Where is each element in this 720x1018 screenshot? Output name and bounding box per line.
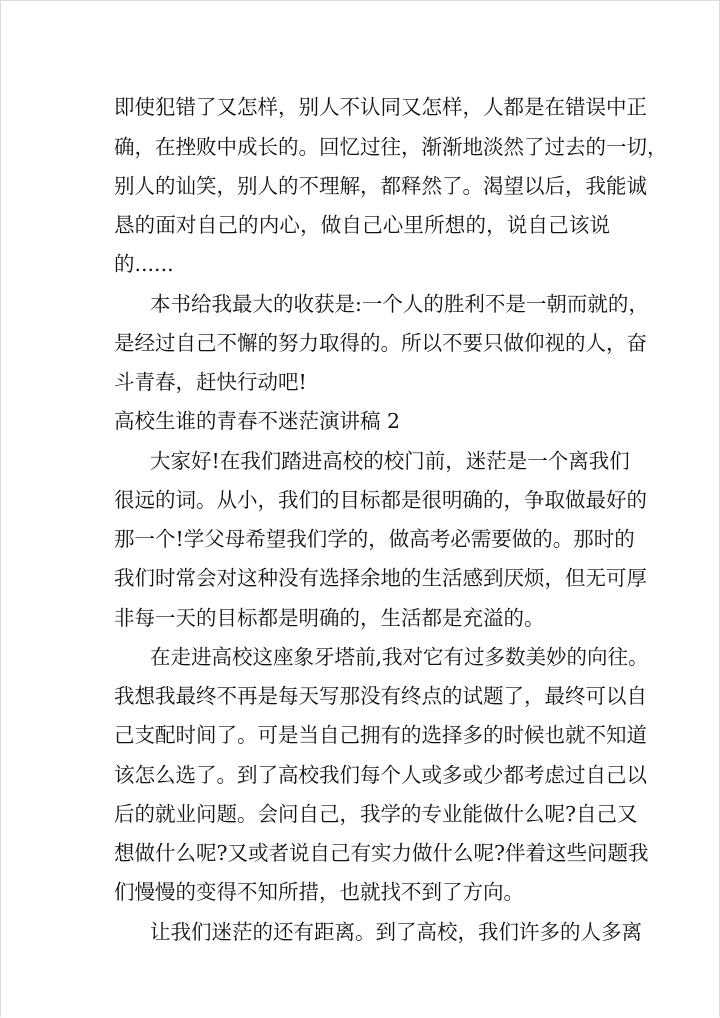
text-line: 即使犯错了又怎样，别人不认同又怎样，人都是在错误中正	[114, 95, 647, 119]
text-line: 的......	[114, 252, 174, 276]
text-line: 想做什么呢?又或者说自己有实力做什么呢?伴着这些问题我	[114, 841, 649, 865]
text-line: 很远的词。从小，我们的目标都是很明确的，争取做最好的	[114, 488, 647, 512]
text-line: 们慢慢的变得不知所措，也就找不到了方向。	[114, 880, 524, 904]
text-line: 非每一天的目标都是明确的，生活都是充溢的。	[114, 606, 545, 630]
text-line: 是经过自己不懈的努力取得的。所以不要只做仰视的人，奋	[114, 331, 647, 355]
text-line: 后的就业问题。会问自己，我学的专业能做什么呢?自己又	[114, 802, 638, 826]
text-line: 己支配时间了。可是当自己拥有的选择多的时候也就不知道	[114, 723, 647, 747]
text-line: 确，在挫败中成长的。回忆过往，渐渐地淡然了过去的一切，	[114, 135, 668, 159]
text-line: 我想我最终不再是每天写那没有终点的试题了，最终可以自	[114, 684, 647, 708]
text-line: 让我们迷茫的还有距离。到了高校，我们许多的人多离	[150, 920, 642, 944]
text-line: 本书给我最大的收获是:一个人的胜利不是一朝而就的，	[150, 292, 649, 316]
text-line: 斗青春，赶快行动吧!	[114, 370, 307, 394]
text-line: 那一个!学父母希望我们学的，做高考必需要做的。那时的	[114, 527, 635, 551]
text-line: 大家好!在我们踏进高校的校门前，迷茫是一个离我们	[150, 449, 630, 473]
text-line: 我们时常会对这种没有选择余地的生活感到厌烦，但无可厚	[114, 566, 647, 590]
text-line: 该怎么选了。到了高校我们每个人或多或少都考虑过自己以	[114, 763, 647, 787]
text-line: 恳的面对自己的内心，做自己心里所想的，说自己该说	[114, 213, 610, 237]
section-heading: 高校生谁的青春不迷茫演讲稿 2	[114, 409, 401, 433]
text-line: 在走进高校这座象牙塔前,我对它有过多数美妙的向往。	[150, 645, 649, 669]
text-line: 别人的讪笑，别人的不理解，都释然了。渴望以后，我能诚	[114, 174, 647, 198]
